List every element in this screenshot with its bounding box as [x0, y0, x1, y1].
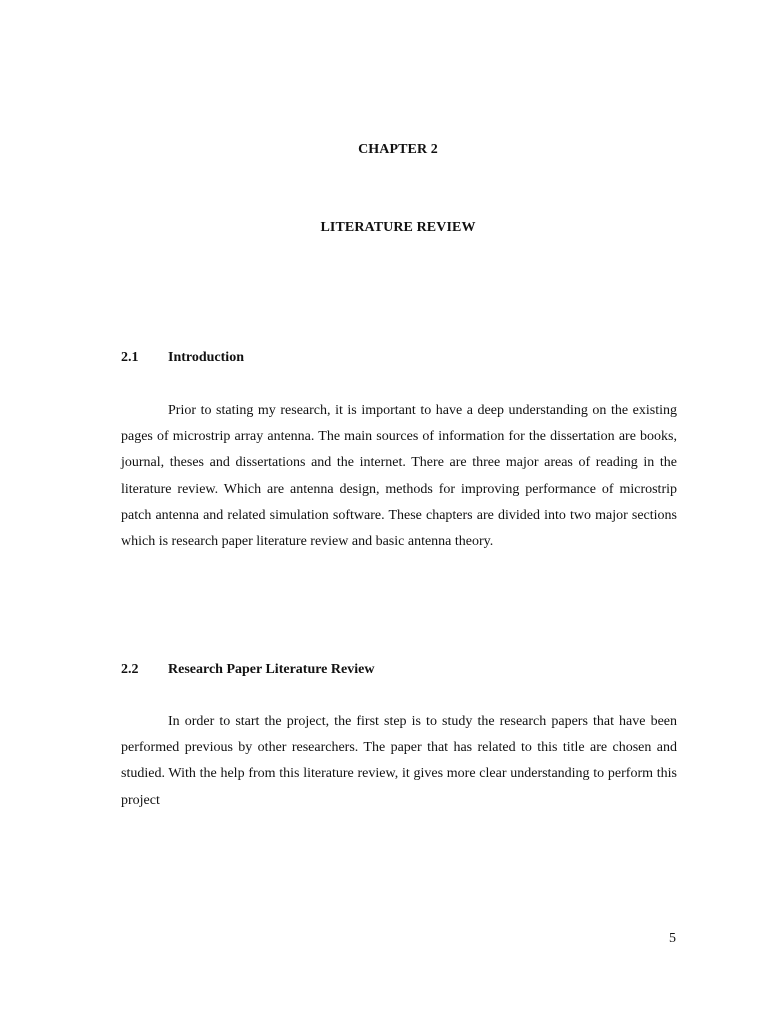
section-number: 2.2 [121, 662, 139, 677]
introduction-paragraph: Prior to stating my research, it is important to have a deep understanding on the existing pages of microstrip array antenna. The main sources of information for the dissertation are books, journal, theses and dissertations and the internet. There are three major areas of reading in the literature review. Which are antenna design, methods for improving performance of microstrip patch antenna and related simulation software. These chapters are divided into two major sections which is research paper literature review and basic antenna theory. [121, 403, 677, 550]
section-title: Research Paper Literature Review [168, 662, 375, 677]
section-title: Introduction [168, 350, 244, 365]
chapter-number-heading: CHAPTER 2 [358, 142, 438, 157]
page-number: 5 [669, 931, 676, 946]
chapter-title-heading: LITERATURE REVIEW [320, 220, 476, 235]
section-number: 2.1 [121, 350, 139, 365]
section-heading-research-paper-review [121, 662, 374, 678]
research-review-paragraph: In order to start the project, the first step is to study the research papers that have been performed previous by other researchers. The paper that has related to this title are chosen and studied. With the help from this literature review, it gives more clear understanding to perform this project [121, 714, 677, 808]
section-heading-introduction [121, 350, 244, 366]
